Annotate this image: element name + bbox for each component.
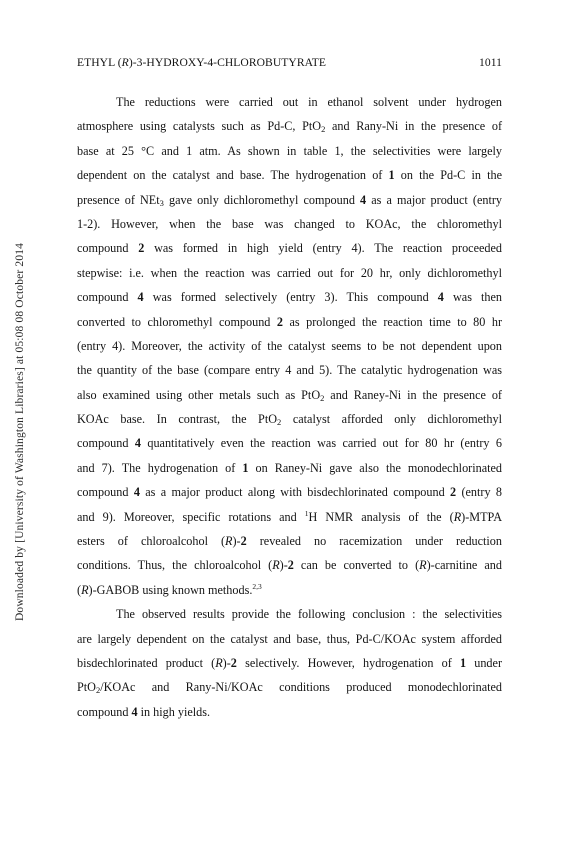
body-line: the quantity of the base (compare entry 4 and 5). The catalytic hydrogenation was (77, 363, 502, 378)
body-line: atmosphere using catalysts such as Pd-C, PtO$_2$ and Rany-Ni in the presence of (77, 119, 502, 135)
body-line: PtO$_2$/KOAc and Rany-Ni/KOAc conditions produced monodechlorinated (77, 680, 502, 696)
body-line: compound 4 quantitatively even the reaction was carried out for 80 hr (entry 6 (77, 436, 502, 451)
body-line: compound 4 in high yields. (77, 704, 211, 719)
body-line: stepwise: i.e. when the reaction was carried out for 20 hr, only dichloromethyl (77, 265, 502, 280)
body-line: compound 4 was formed selectively (entry 3). This compound 4 was then (77, 290, 503, 305)
body-line: also examined using other metals such as PtO$_2$ and Raney-Ni in the presence of (77, 387, 502, 403)
page-number: 1011 (479, 56, 502, 69)
paragraph-1 (77, 90, 502, 602)
body-line: (entry 4). Moreover, the activity of the catalyst seems to be not dependent upon (77, 338, 502, 353)
running-header (77, 56, 502, 69)
body-line: and 9). Moreover, specific rotations and $^1$H NMR analysis of the (R)-MTPA (77, 508, 502, 524)
body-line: The observed results provide the following conclusion : the selectivities (116, 607, 502, 622)
body-line: The reductions were carried out in ethanol solvent under hydrogen (116, 95, 502, 109)
download-notice: Downloaded by [University of Washington Libraries] at 05:08 08 October 2014 (14, 242, 27, 622)
running-title: ETHYL (R)-3-HYDROXY-4-CHLOROBUTYRATE (77, 56, 327, 69)
article-body (77, 90, 502, 724)
body-line: KOAc base. In contrast, the PtO$_2$ catalyst afforded only dichloromethyl (77, 412, 502, 428)
body-line: presence of NEt$_3$ gave only dichloromethyl compound 4 as a major product (entry (77, 192, 502, 208)
body-line: dependent on the catalyst and base. The hydrogenation of 1 on the Pd-C in the (77, 168, 502, 183)
body-line: compound 4 as a major product along with bisdechlorinated compound 2 (entry 8 (77, 485, 503, 500)
body-line: and 7). The hydrogenation of 1 on Raney-Ni gave also the monodechlorinated (77, 460, 502, 475)
download-notice-sidebar (0, 0, 40, 864)
body-line: base at 25 °C and 1 atm. As shown in table 1, the selectivities were largely (77, 143, 502, 158)
body-line: compound 2 was formed in high yield (entry 4). The reaction proceeded (77, 241, 503, 256)
body-line: (R)-GABOB using known methods.$^{2,3}$ (77, 581, 262, 597)
body-line: conditions. Thus, the chloroalcohol (R)-2 can be converted to (R)-carnitine and (77, 558, 502, 573)
body-line: bisdechlorinated product (R)-2 selectively. However, hydrogenation of 1 under (77, 655, 502, 670)
body-line: 1-2). However, when the base was changed to KOAc, the chloromethyl (77, 216, 502, 231)
body-line: esters of chloroalcohol (R)-2 revealed no racemization under reduction (77, 534, 502, 549)
body-line: converted to chloromethyl compound 2 as prolonged the reaction time to 80 hr (77, 314, 503, 329)
paragraph-2 (77, 602, 502, 724)
body-line: are largely dependent on the catalyst and base, thus, Pd-C/KOAc system afforded (77, 631, 502, 646)
